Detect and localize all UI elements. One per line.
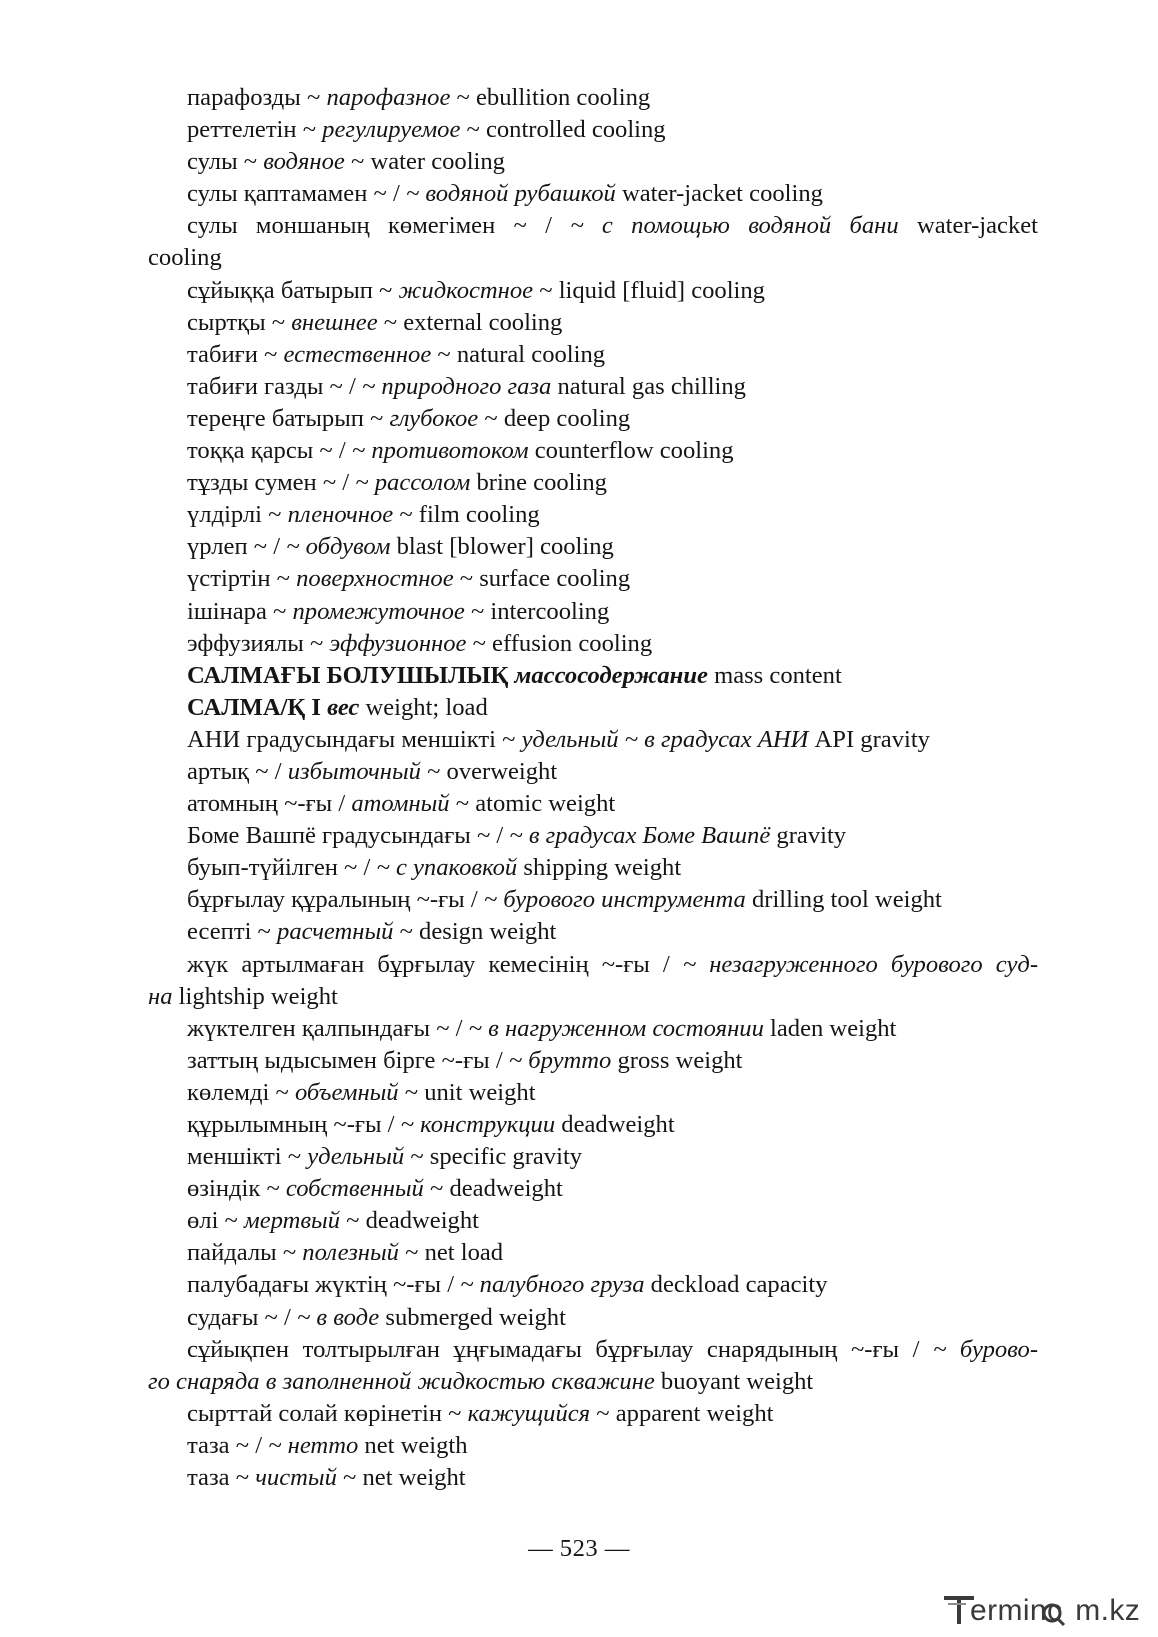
term-kazakh: табиғи газды ~ / — [187, 372, 362, 400]
term-kazakh: атомның ~-ғы / — [187, 790, 352, 818]
headword-kazakh: САЛМАҒЫ БОЛУШЫЛЫҚ — [187, 661, 509, 689]
dictionary-entry — [0, 1269, 1158, 1301]
term-kazakh: сыртқы ~ — [187, 308, 292, 336]
dictionary-entry — [0, 788, 1158, 820]
term-russian: мертвый — [244, 1207, 340, 1235]
term-russian: естественное — [283, 340, 432, 368]
term-english: counterflow cooling — [528, 437, 734, 465]
term-english: natural gas chilling — [551, 372, 746, 400]
term-russian: жидкостное — [398, 276, 534, 304]
dictionary-entry — [0, 1302, 1158, 1334]
dictionary-entry — [0, 178, 1158, 210]
term-kazakh: есепті ~ — [187, 918, 278, 946]
term-russian: ~ бурового инструмента — [483, 886, 746, 914]
dictionary-entry — [0, 82, 1158, 114]
term-english: blast [blower] cooling — [390, 533, 614, 561]
dictionary-entry — [0, 1430, 1158, 1462]
term-kazakh: судағы ~ / — [187, 1303, 297, 1331]
term-kazakh: жүк артылмаған бұрғылау кемесінің ~-ғы / — [187, 950, 683, 978]
term-russian: ~ палубного груза — [460, 1271, 645, 1299]
term-english-continued: lightship weight — [172, 982, 338, 1010]
term-english: ~ film cooling — [393, 501, 540, 529]
term-english: ~ surface cooling — [453, 565, 631, 593]
term-russian: чистый — [255, 1464, 337, 1492]
dictionary-entry — [0, 820, 1158, 852]
term-russian: ~ незагруженного бурового суд- — [682, 950, 1039, 978]
term-kazakh: меншікті ~ — [187, 1143, 308, 1171]
term-russian: ~ водяной рубашкой — [405, 180, 616, 208]
dictionary-entry — [0, 1205, 1158, 1237]
term-kazakh: үстіртін ~ — [187, 565, 297, 593]
logo-text: erminc m.kz — [970, 1594, 1141, 1627]
dictionary-entry — [0, 660, 1158, 692]
term-english-continued: cooling — [148, 244, 222, 272]
term-kazakh: үрлеп ~ / — [187, 533, 287, 561]
dictionary-entry — [0, 403, 1158, 435]
dictionary-entry — [0, 692, 1158, 724]
term-kazakh: артық ~ / — [187, 757, 288, 785]
term-english: API gravity — [808, 725, 930, 753]
term-kazakh: құрылымның ~-ғы / — [187, 1111, 401, 1138]
dictionary-entry — [0, 1141, 1158, 1173]
dictionary-entry — [0, 467, 1158, 499]
term-english: deckload capacity — [644, 1271, 828, 1299]
dictionary-entry — [0, 852, 1158, 884]
dictionary-entry — [0, 275, 1158, 307]
term-russian: глубокое — [389, 404, 479, 432]
term-english: ~ deep cooling — [478, 404, 631, 432]
dictionary-entry — [0, 1237, 1158, 1269]
dictionary-entry — [0, 1334, 1158, 1398]
term-kazakh: буып-түйілген ~ / — [187, 854, 377, 882]
dictionary-entry — [0, 1109, 1158, 1141]
term-english: ~ unit weight — [398, 1078, 536, 1106]
term-kazakh: бұрғылау құралының ~-ғы / — [187, 886, 484, 914]
term-russian: ~ конструкции — [400, 1111, 556, 1138]
dictionary-entry — [0, 146, 1158, 178]
term-english: brine cooling — [470, 469, 607, 497]
term-russian: ~ в градусах Боме Вашпё — [509, 822, 771, 850]
term-english: laden weight — [763, 1014, 897, 1042]
term-russian-continued: на — [148, 982, 173, 1010]
term-kazakh: сулы моншаның көмегімен ~ / — [187, 212, 571, 240]
term-english: weight; load — [359, 693, 488, 721]
term-english: gross weight — [611, 1046, 743, 1074]
dictionary-entry — [0, 1045, 1158, 1077]
term-kazakh: АНИ градусындағы меншікті ~ — [187, 725, 522, 753]
headword-kazakh: САЛМА/Қ I — [187, 693, 321, 721]
term-kazakh: ішінара ~ — [187, 597, 293, 625]
term-russian: ~ в воде — [296, 1303, 380, 1331]
term-kazakh: сулы қаптамамен ~ / — [187, 180, 406, 208]
term-english: ~ atomic weight — [449, 790, 616, 818]
term-english: ~ deadweight — [423, 1175, 563, 1203]
term-kazakh: көлемді ~ — [187, 1078, 295, 1106]
term-russian: атомный — [351, 790, 450, 818]
term-russian: промежуточное — [292, 597, 465, 625]
term-russian: пленочное — [287, 501, 394, 529]
dictionary-entry — [0, 916, 1158, 948]
term-russian-continued: го снаряда в заполненной жидкостью скважине — [148, 1367, 655, 1395]
term-russian: удельный — [307, 1143, 405, 1171]
term-english-continued: buoyant weight — [654, 1367, 814, 1395]
dictionary-entry — [0, 1077, 1158, 1109]
term-english: ~ design weight — [393, 918, 557, 946]
term-english: drilling tool weight — [745, 886, 942, 914]
term-kazakh: сулы ~ — [187, 148, 264, 176]
term-russian: ~ обдувом — [286, 533, 391, 561]
term-kazakh: тұзды сумен ~ / — [187, 469, 356, 497]
dictionary-entry — [0, 949, 1158, 1013]
term-english: ~ intercooling — [464, 597, 610, 625]
term-russian: ~ бурово- — [933, 1335, 1039, 1363]
term-english: ~ effusion cooling — [466, 629, 653, 657]
dictionary-entry — [0, 339, 1158, 371]
term-kazakh: таза ~ / — [187, 1431, 269, 1459]
term-russian: ~ с упаковкой — [376, 854, 518, 882]
term-kazakh: өлі ~ — [187, 1207, 245, 1235]
headword-russian: вес — [320, 693, 360, 721]
dictionary-entry — [0, 499, 1158, 531]
dictionary-entry — [0, 307, 1158, 339]
term-russian: кажущийся — [467, 1399, 591, 1427]
term-english: net weigth — [358, 1431, 468, 1459]
term-kazakh: Боме Вашпё градусындағы ~ / — [187, 822, 510, 850]
term-kazakh: тереңге батырып ~ — [187, 404, 390, 432]
term-kazakh: сұйықпен толтырылған ұңғымадағы бұрғылау снарядының ~-ғы / — [187, 1335, 934, 1363]
term-english: shipping weight — [517, 854, 682, 882]
term-russian: ~ нетто — [268, 1431, 359, 1459]
term-kazakh: өзіндік ~ — [187, 1175, 286, 1203]
term-russian: ~ с помощью водяной бани — [570, 212, 899, 240]
dictionary-entry — [0, 1173, 1158, 1205]
termincom-logo[interactable] — [940, 1594, 1154, 1628]
term-russian: ~ в нагруженном состоянии — [468, 1014, 764, 1042]
term-english: ~ controlled cooling — [460, 116, 666, 144]
dictionary-entry — [0, 114, 1158, 146]
term-english: gravity — [770, 822, 847, 850]
dictionary-entry — [0, 884, 1158, 916]
dictionary-entry — [0, 371, 1158, 403]
dictionary-entry — [0, 628, 1158, 660]
dictionary-entry — [0, 596, 1158, 628]
page-number: — 523 — — [528, 1535, 630, 1562]
headword-russian: массосодержание — [508, 661, 708, 689]
term-english: mass content — [707, 661, 842, 689]
term-russian: поверхностное — [296, 565, 454, 593]
term-english: ~ natural cooling — [431, 340, 606, 368]
term-russian: регулируемое — [322, 116, 461, 144]
term-russian: удельный ~ в градусах АНИ — [521, 725, 809, 753]
dictionary-entry — [0, 1462, 1158, 1494]
term-russian: внешнее — [291, 308, 378, 336]
term-russian: ~ брутто — [508, 1046, 612, 1074]
term-kazakh: үлдірлі ~ — [187, 501, 288, 529]
dictionary-page-body — [0, 82, 1158, 1494]
dictionary-entry — [0, 756, 1158, 788]
term-english: ~ water cooling — [344, 148, 505, 176]
term-russian: эффузионное — [329, 629, 467, 657]
dictionary-entry — [0, 210, 1158, 274]
term-kazakh: эффузиялы ~ — [187, 629, 330, 657]
term-russian: собственный — [285, 1175, 424, 1203]
term-kazakh: жүктелген қалпындағы ~ / — [187, 1014, 469, 1042]
term-kazakh: парафозды ~ — [187, 84, 327, 111]
term-english: submerged weight — [379, 1303, 566, 1331]
term-english: ~ external cooling — [377, 308, 563, 336]
term-kazakh: сырттай солай көрінетін ~ — [187, 1399, 468, 1427]
term-english: ~ overweight — [420, 757, 558, 785]
term-english: water-jacket cooling — [615, 180, 823, 208]
term-kazakh: табиғи ~ — [187, 340, 284, 368]
dictionary-entry — [0, 724, 1158, 756]
term-russian: водяное — [263, 148, 345, 176]
term-english: deadweight — [555, 1111, 675, 1138]
term-english: water-jacket — [898, 212, 1039, 240]
term-russian: объемный — [294, 1078, 399, 1106]
dictionary-entry — [0, 531, 1158, 563]
dictionary-entry — [0, 563, 1158, 595]
term-english: ~ ebullition cooling — [450, 84, 651, 111]
term-english: ~ deadweight — [340, 1207, 479, 1235]
term-english: ~ net load — [398, 1239, 504, 1267]
term-kazakh: заттың ыдысымен бірге ~-ғы / — [187, 1046, 509, 1074]
term-english: ~ net weight — [336, 1464, 466, 1492]
term-russian: расчетный — [277, 918, 394, 946]
term-russian: ~ рассолом — [355, 469, 471, 497]
term-kazakh: таза ~ — [187, 1464, 256, 1492]
term-english: ~ apparent weight — [590, 1399, 774, 1427]
term-russian: полезный — [302, 1239, 399, 1267]
dictionary-entry — [0, 1013, 1158, 1045]
term-kazakh: сұйыққа батырып ~ — [187, 276, 399, 304]
dictionary-entry — [0, 1398, 1158, 1430]
term-english: ~ liquid [fluid] cooling — [533, 276, 765, 304]
term-kazakh: пайдалы ~ — [187, 1239, 303, 1267]
term-kazakh: реттелетін ~ — [187, 116, 323, 144]
term-kazakh: тоққа қарсы ~ / — [187, 437, 352, 465]
term-russian: ~ противотоком — [351, 437, 529, 465]
term-russian: парофазное — [326, 84, 451, 111]
term-russian: ~ природного газа — [361, 372, 552, 400]
dictionary-entry — [0, 435, 1158, 467]
term-kazakh: палубадағы жүктің ~-ғы / — [187, 1271, 461, 1299]
term-russian: избыточный — [287, 757, 421, 785]
term-english: ~ specific gravity — [404, 1143, 583, 1171]
